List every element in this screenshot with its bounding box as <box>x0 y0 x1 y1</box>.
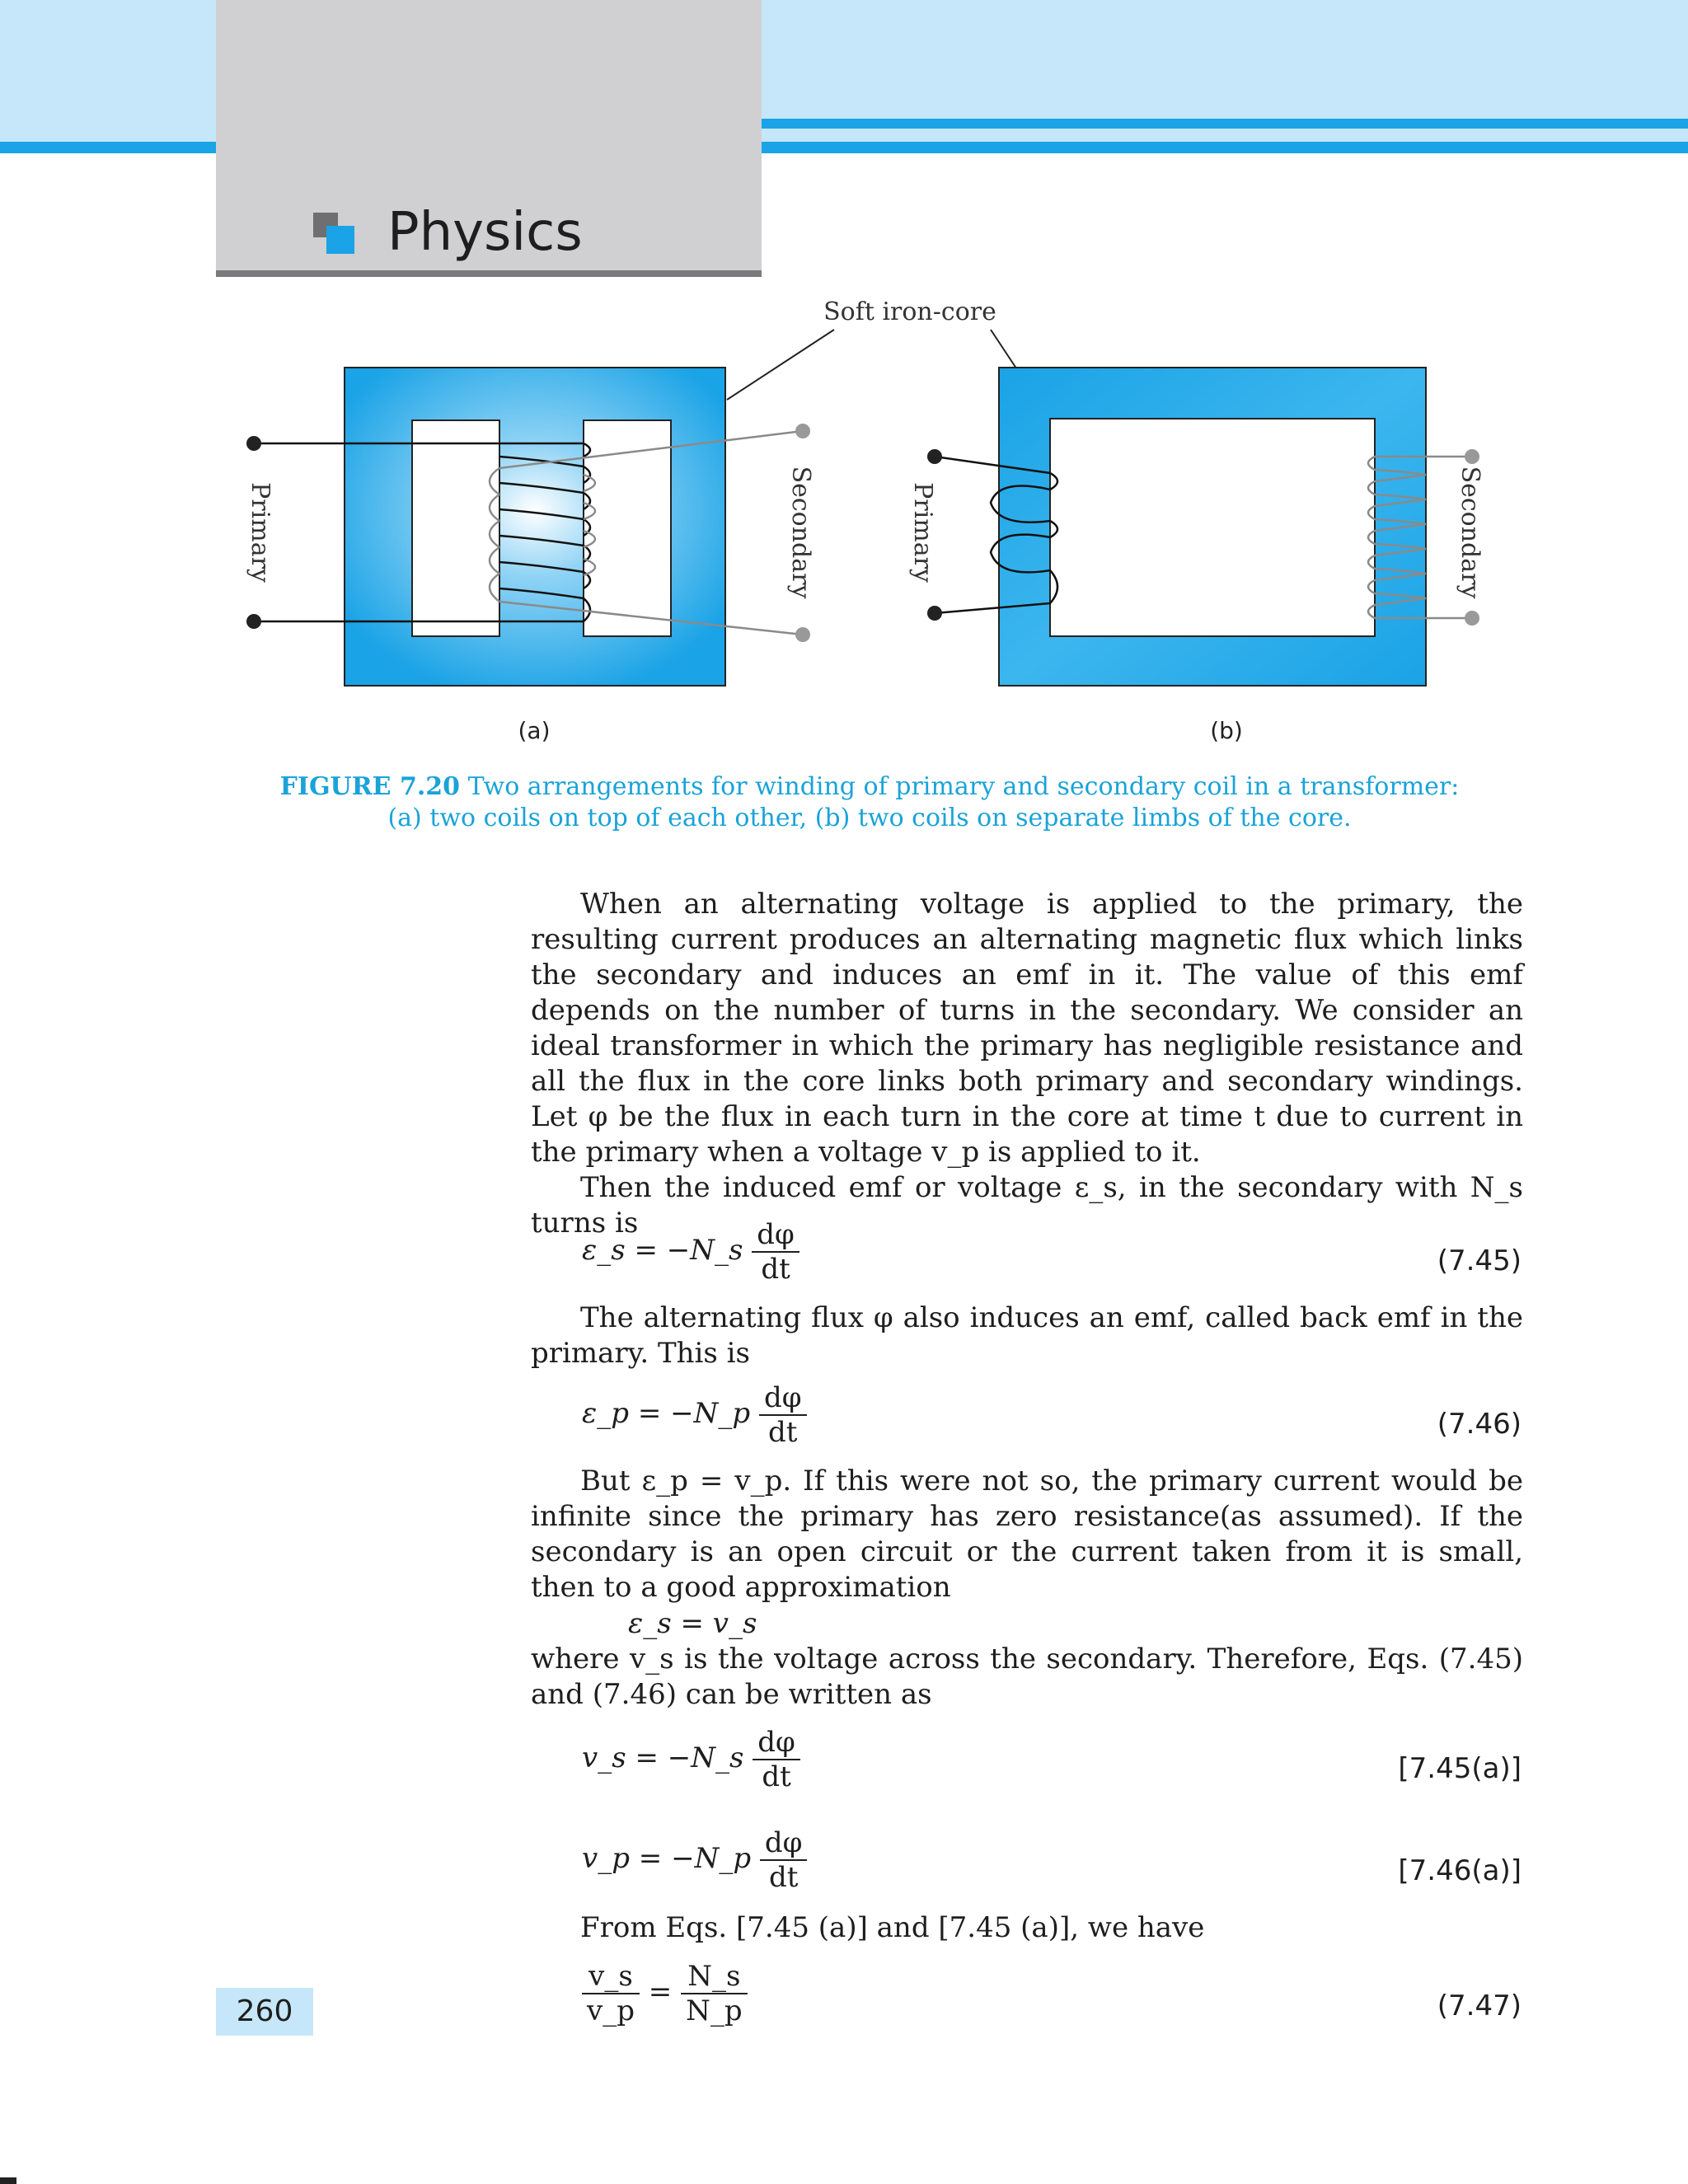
core-b <box>999 368 1426 686</box>
paragraph-3 <box>531 1301 1523 1371</box>
equation-7-46a <box>582 1826 807 1894</box>
equation-number-7-45a: [7.45(a)] <box>1398 1752 1522 1785</box>
primary-terminal-a-bottom <box>246 614 261 629</box>
caption-line1: Two arrangements for winding of primary and secondary coil in a transformer: <box>467 772 1460 801</box>
secondary-label-b: Secondary <box>1456 466 1484 599</box>
equation-7-47-den-right: N_p <box>686 1994 743 2027</box>
equation-7-47-num-left: v_s <box>582 1960 640 1994</box>
equation-7-46 <box>582 1381 807 1449</box>
equation-number-7-47: (7.47) <box>1437 1990 1522 2022</box>
equation-7-45a-den: dt <box>762 1760 791 1793</box>
sub-label-b: (b) <box>1210 717 1243 744</box>
equation-7-45-den: dt <box>761 1253 790 1286</box>
caption-number: FIGURE 7.20 <box>279 772 461 801</box>
primary-terminal-b-top <box>927 449 942 464</box>
equation-7-46-num: dφ <box>759 1381 807 1416</box>
equation-7-46-den: dt <box>768 1416 798 1449</box>
equation-7-46a-den: dt <box>768 1861 799 1894</box>
secondary-terminal-b-bottom <box>1465 611 1479 626</box>
secondary-terminal-b-top <box>1465 449 1479 464</box>
corner-mark <box>0 2177 16 2184</box>
equation-approx: ε_s = v_s <box>628 1607 757 1640</box>
equation-number-7-46: (7.46) <box>1437 1408 1522 1441</box>
page-number: 260 <box>216 1988 313 2036</box>
paragraph-1-text: When an alternating voltage is applied to the primary, the resulting current produces an alternating magnetic flux which links the secondary and induces an emf in it. The value of this emf depends on the number of turns in the secondary. We consider an ideal transformer in which the primary has negligible resistance and all the flux in the core links both primary and secondary windings. Let φ be the flux in each turn in the core at time t due to current in the primary when a voltage v_p is applied to it. <box>531 888 1523 1169</box>
paragraph-1 <box>531 887 1523 1170</box>
equation-number-7-46a: [7.46(a)] <box>1398 1854 1522 1887</box>
equation-7-47: $\frac{v\_s}{v\_p}$ = $\frac{N\_s}{N\_p}$ <box>582 1960 748 2027</box>
paragraph-5-text: where v_s is the voltage across the secondary. Therefore, Eqs. (7.45) and (7.46) can be written as <box>531 1643 1523 1711</box>
header-rule <box>216 270 762 277</box>
header-stripe-left <box>0 142 216 153</box>
paragraph-5 <box>531 1642 1523 1713</box>
paragraph-4 <box>531 1464 1523 1605</box>
secondary-terminal-a-top <box>795 424 810 438</box>
core-label: Soft iron-core <box>823 298 996 326</box>
equation-7-45 <box>582 1218 799 1286</box>
core-leader-a <box>727 330 834 400</box>
caption-line2: (a) two coils on top of each other, (b) two coils on separate limbs of the core. <box>387 804 1352 832</box>
equation-7-45-num: dφ <box>752 1218 799 1253</box>
primary-label-b: Primary <box>908 482 937 583</box>
paragraph-3-text: The alternating flux φ also induces an emf, called back emf in the primary. This is <box>531 1301 1523 1370</box>
equation-7-46a-lhs: v_p = −N_p <box>582 1842 752 1875</box>
paragraph-2-text: Then the induced emf or voltage ε_s, in the secondary with N_s turns is <box>531 1171 1523 1240</box>
equation-number-7-45: (7.45) <box>1437 1244 1522 1277</box>
header-stripe-right-upper <box>762 119 1688 129</box>
primary-label-a: Primary <box>246 482 274 583</box>
figure-caption <box>239 771 1500 834</box>
equation-7-45a <box>582 1726 800 1793</box>
equation-7-47-den-left: v_p <box>587 1994 635 2027</box>
equation-7-45a-num: dφ <box>753 1726 800 1760</box>
secondary-terminal-a-bottom <box>795 627 810 642</box>
sub-label-a: (a) <box>518 717 551 744</box>
equation-7-46a-num: dφ <box>760 1826 808 1861</box>
paragraph-6 <box>531 1910 1523 1946</box>
core-a <box>345 368 725 686</box>
paragraph-6-text: From Eqs. [7.45 (a)] and [7.45 (a)], we have <box>580 1911 1205 1944</box>
chapter-square-icon <box>313 213 356 255</box>
paragraph-4-text: But ε_p = v_p. If this were not so, the primary current would be infinite since the primary has zero resistance(as assumed). If the secondary is an open circuit or the current taken from it is small, then to a good approximation <box>531 1465 1523 1604</box>
transformer-figure <box>216 280 1502 758</box>
header-stripe-right-lower <box>762 142 1688 153</box>
equation-7-46-lhs: ε_p = −N_p <box>582 1397 751 1430</box>
header-title: Physics <box>387 202 583 263</box>
secondary-label-a: Secondary <box>786 466 815 599</box>
equation-7-45a-lhs: v_s = −N_s <box>582 1741 744 1774</box>
equation-7-45-lhs: ε_s = −N_s <box>582 1234 743 1267</box>
primary-terminal-a-top <box>246 436 261 451</box>
equation-7-47-num-right: N_s <box>681 1960 748 1994</box>
primary-terminal-b-bottom <box>927 606 942 621</box>
